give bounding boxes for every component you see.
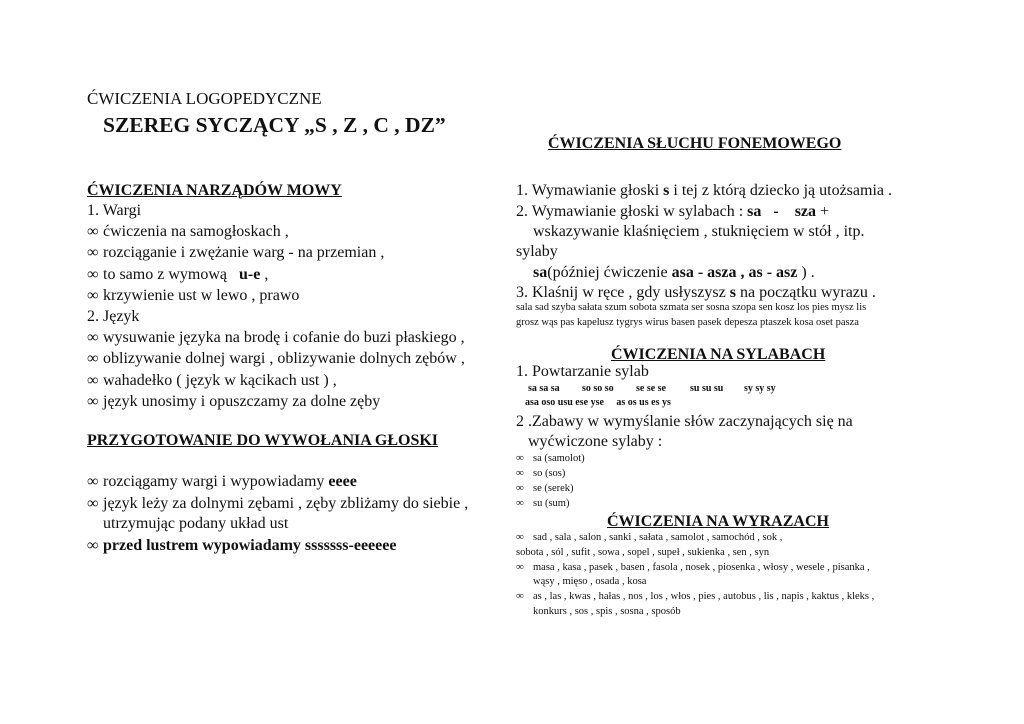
list-item-text: se (serek): [533, 483, 574, 494]
list-item: [87, 493, 468, 514]
list-item: [516, 496, 569, 511]
list-item: [516, 589, 874, 604]
bullet-icon: ∞: [87, 350, 99, 367]
list-item-text: język leży za dolnymi zębami , zęby zbliżamy do siebie ,: [103, 495, 469, 512]
bullet-icon: ∞: [516, 482, 524, 494]
list-item: [87, 471, 357, 492]
list-item-continuation: sobota , sól , sufit , sowa , sopel , supeł , sukienka , sen , syn: [516, 547, 770, 558]
bullet-icon: ∞: [87, 372, 99, 389]
phonemic-line: [533, 262, 815, 283]
syllable: sa sa sa: [528, 383, 560, 394]
list-item-text: ćwiczenia na samogłoskach ,: [103, 223, 289, 240]
list-item: [87, 242, 384, 263]
list-item: [87, 285, 299, 306]
list-item-continuation: konkurs , sos , spis , sosna , sposób: [533, 606, 681, 617]
text-bold: s: [729, 284, 736, 301]
list-item: [87, 264, 268, 285]
prep-heading: PRZYGOTOWANIE DO WYWOŁANIA GŁOSKI: [87, 432, 439, 449]
text-bold: s: [663, 182, 670, 199]
list-item: [87, 221, 289, 242]
list-item: [516, 530, 782, 545]
bullet-icon: ∞: [87, 266, 99, 283]
tongue-label: 2. Język: [87, 308, 140, 325]
list-item-text: oblizywanie dolnej wargi , oblizywanie dolnych zębów ,: [103, 350, 465, 367]
text: i tej z którą dziecko ją utożsamia .: [669, 182, 892, 199]
vowel-tail: ,: [260, 266, 269, 283]
bullet-icon: ∞: [516, 497, 524, 509]
lips-label: 1. Wargi: [87, 202, 142, 219]
bullet-icon: ∞: [87, 244, 99, 261]
phonemic-line: [516, 180, 892, 201]
phonemic-line: [516, 201, 829, 222]
bullet-icon: ∞: [516, 452, 524, 464]
list-item-continuation: wąsy , mięso , osada , kosa: [533, 576, 647, 587]
list-item-text: rozciągamy wargi i wypowiadamy: [103, 473, 329, 490]
text: 2. Wymawianie głoski w sylabach :: [516, 203, 748, 220]
bullet-icon: ∞: [87, 495, 99, 512]
syllable: su su su: [690, 383, 724, 394]
bullet-icon: ∞: [87, 223, 99, 240]
text-bold: asa - asza , as - asz: [671, 264, 798, 281]
list-item: [516, 451, 585, 466]
vowel-bold: u-e: [238, 266, 261, 283]
organs-heading: ĆWICZENIA NARZĄDÓW MOWY: [87, 182, 342, 199]
text: (później ćwiczenie: [547, 264, 672, 281]
list-item-text: masa , kasa , pasek , basen , fasola , nosek , piosenka , włosy , wesele , pisanka ,: [533, 562, 870, 573]
bullet-icon: ∞: [87, 537, 99, 554]
syllable: so so so: [582, 383, 614, 394]
list-item-text: krzywienie ust w lewo , prawo: [103, 287, 300, 304]
bullet-icon: ∞: [516, 531, 524, 543]
bullet-icon: ∞: [516, 561, 524, 573]
list-item-text: rozciąganie i zwężanie warg - na przemian ,: [103, 244, 385, 261]
phonemic-heading: ĆWICZENIA SŁUCHU FONEMOWEGO: [548, 135, 842, 152]
syllable-row: [528, 382, 776, 396]
bullet-icon: ∞: [87, 393, 99, 410]
phonemic-line: sylaby: [516, 243, 558, 260]
words-heading: ĆWICZENIA NA WYRAZACH: [607, 513, 829, 530]
document-title: SZEREG SYCZĄCY „S , Z , C , DZ”: [103, 113, 446, 137]
text-bold: sa - sza: [747, 203, 817, 220]
list-item-text: wysuwanie języka na brodę i cofanie do buzi płaskiego ,: [103, 329, 465, 346]
syllables-heading: ĆWICZENIA NA SYLABACH: [611, 346, 826, 363]
text: na początku wyrazu .: [735, 284, 876, 301]
bullet-icon: ∞: [516, 590, 524, 602]
syllable-row: asa oso usu ese yse as os us es ys: [525, 397, 671, 408]
list-item: [87, 348, 465, 369]
bullet-icon: ∞: [87, 473, 99, 490]
list-item: [516, 481, 574, 496]
text: ) .: [797, 264, 815, 281]
list-item: [87, 370, 337, 391]
phonemic-line: wskazywanie klaśnięciem , stuknięciem w stół , itp.: [533, 223, 865, 240]
list-item-text: to samo z wymową: [103, 266, 227, 283]
list-item: [516, 466, 565, 481]
text: 1. Wymawianie głoski: [516, 182, 664, 199]
bullet-icon: ∞: [87, 287, 99, 304]
list-item: [87, 391, 380, 412]
list-item-text: sa (samolot): [533, 453, 585, 464]
text-bold: sa: [533, 264, 548, 281]
syllables-line: 1. Powtarzanie sylab: [516, 363, 649, 380]
syllable: sy sy sy: [744, 383, 776, 394]
text: 3. Klaśnij w ręce , gdy usłyszysz: [516, 284, 730, 301]
list-item-bold: eeee: [328, 473, 357, 490]
list-item: [87, 535, 396, 556]
bullet-icon: ∞: [87, 329, 99, 346]
syllables-line: 2 .Zabawy w wymyślanie słów zaczynających się na: [516, 413, 853, 430]
list-item-text: so (sos): [533, 468, 566, 479]
list-item-text: wahadełko ( język w kącikach ust ) ,: [103, 372, 337, 389]
list-item-text: przed lustrem wypowiadamy sssssss-eeeeee: [103, 537, 397, 554]
word-list: sala sad szyba sałata szum sobota szmata ser sosna szopa sen kosz los pies mysz lis: [516, 302, 867, 313]
list-item-text: sad , sala , salon , sanki , sałata , samolot , samochód , sok ,: [533, 532, 783, 543]
list-item-text: su (sum): [533, 498, 570, 509]
list-item-text: język unosimy i opuszczamy za dolne zęby: [103, 393, 381, 410]
document-subtitle: ĆWICZENIA LOGOPEDYCZNE: [87, 89, 322, 108]
bullet-icon: ∞: [516, 467, 524, 479]
list-item-text: as , las , kwas , hałas , nos , los , włos , pies , autobus , lis , napis , kaktus , kleks ,: [533, 591, 875, 602]
list-item: [516, 560, 870, 575]
list-item-continuation: utrzymując podany układ ust: [103, 515, 289, 532]
text: +: [816, 203, 830, 220]
word-list: grosz wąs pas kapelusz tygrys wirus basen pasek depesza ptaszek kosa oset pasza: [516, 317, 859, 328]
list-item: [87, 327, 465, 348]
syllables-line: wyćwiczone sylaby :: [528, 433, 663, 450]
syllable: se se se: [636, 383, 666, 394]
